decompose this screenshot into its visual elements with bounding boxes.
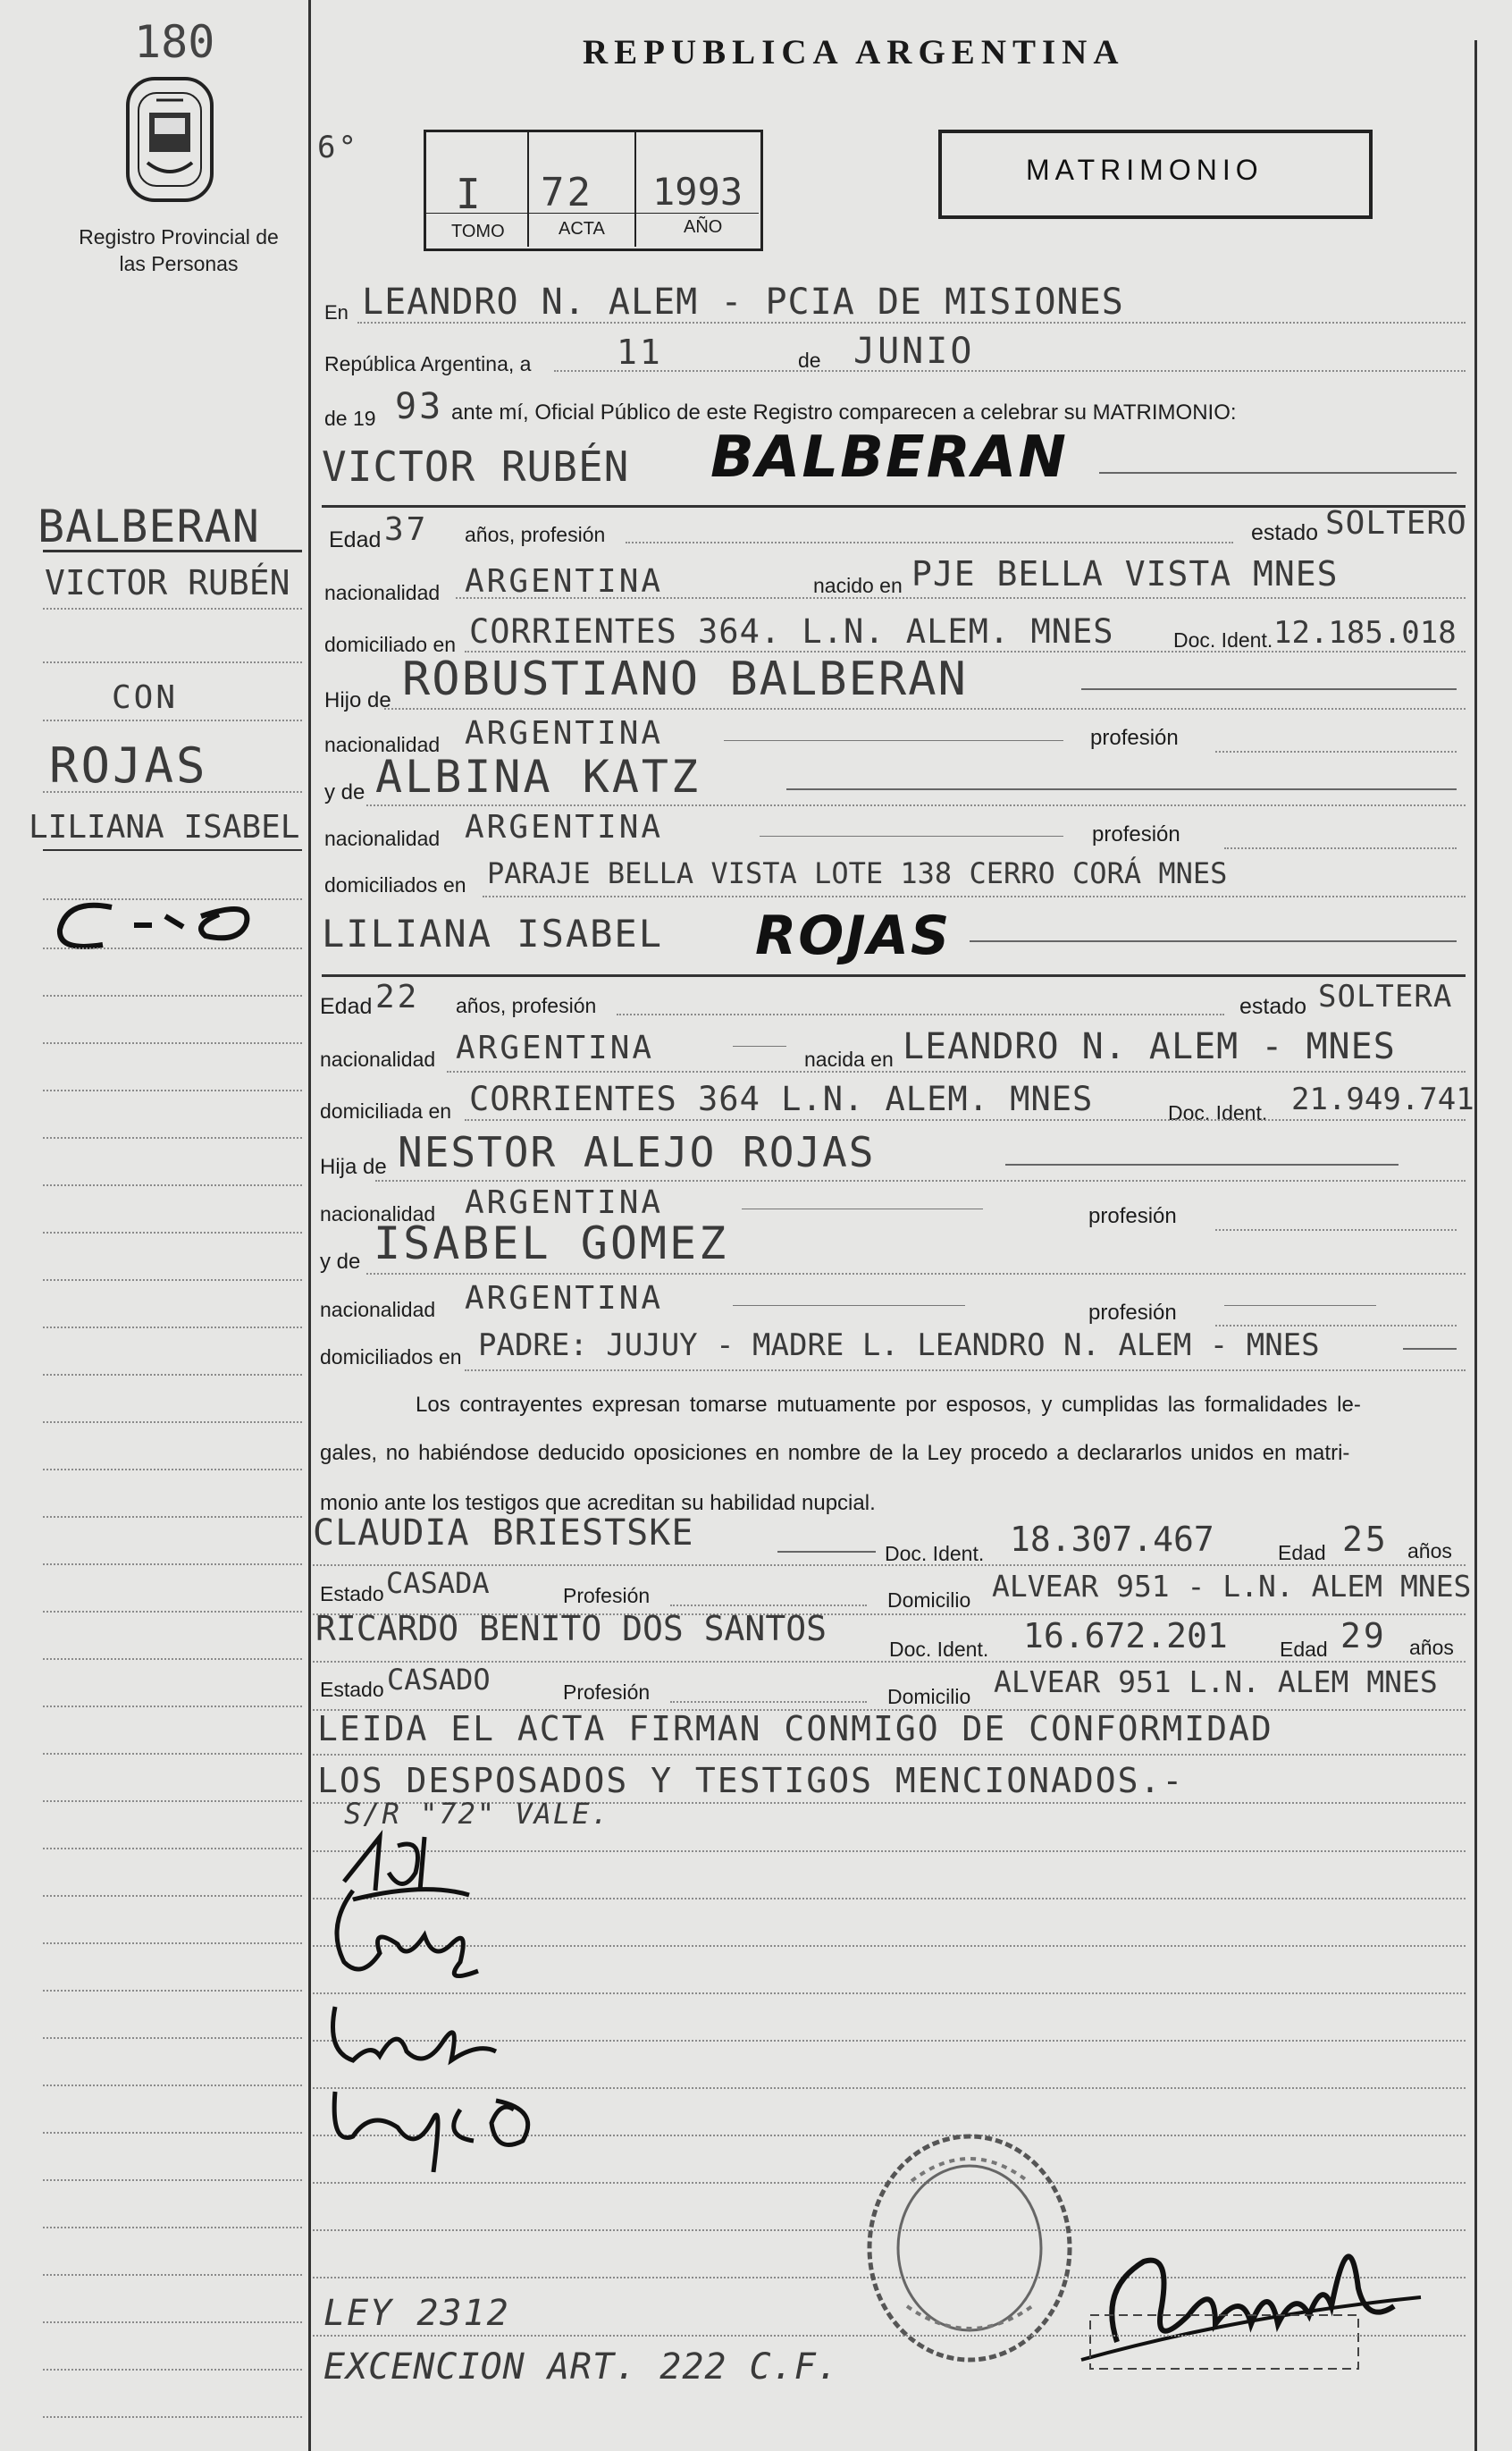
witness2-edad: 29	[1340, 1616, 1387, 1655]
witness1-edad: 25	[1342, 1520, 1389, 1559]
margin-ruled-line	[43, 1516, 302, 1518]
margin-ruled-line	[43, 948, 302, 949]
declaration-line2: gales, no habiéndose deducido oposiciones en nombre de la Ley procedo a declararlos unidos en matri-	[320, 1441, 1350, 1465]
groom-edad: 37	[384, 511, 429, 548]
groom-names: VICTOR RUBÉN	[322, 442, 630, 491]
margin-ruled-line	[43, 1658, 302, 1660]
bride-domiciliada: CORRIENTES 364 L.N. ALEM. MNES	[469, 1080, 1094, 1118]
margin-initials-signature	[49, 889, 264, 961]
bride-padres-domicilio: PADRE: JUJUY - MADRE L. LEANDRO N. ALEM - MNES	[478, 1327, 1320, 1363]
bride-nacionalidad: ARGENTINA	[456, 1030, 655, 1066]
day-value: 11	[617, 333, 663, 372]
groom-nacido: PJE BELLA VISTA MNES	[911, 554, 1339, 594]
bride-madre-nacionalidad: ARGENTINA	[465, 1280, 664, 1317]
witness2-domicilio: ALVEAR 951 L.N. ALEM MNES	[994, 1664, 1438, 1699]
footer-excencion: EXCENCION ART. 222 C.F.	[323, 2346, 839, 2388]
margin-ruled-line	[43, 1800, 302, 1802]
bride-nacida: LEANDRO N. ALEM - MNES	[903, 1026, 1396, 1067]
bride-padre-nacionalidad: ARGENTINA	[465, 1184, 664, 1221]
margin-ruled-line	[43, 2369, 302, 2371]
witness1-doc: 18.307.467	[1010, 1520, 1214, 1559]
margin-con: CON	[112, 679, 179, 716]
ano-label: AÑO	[684, 217, 723, 237]
ano-value: 1993	[652, 170, 743, 214]
margin-ruled-line	[43, 2274, 302, 2276]
bride-estado: SOLTERA	[1318, 979, 1453, 1015]
margin-groom-surname: BALBERAN	[38, 501, 260, 552]
margin-groom-names: VICTOR RUBÉN	[45, 563, 290, 602]
margin-ruled-line	[43, 1706, 302, 1707]
corner-mark: 6°	[317, 130, 359, 165]
bride-edad: 22	[375, 979, 420, 1015]
official-seal-stamp	[858, 2127, 1090, 2369]
provincial-seal-icon	[121, 73, 219, 207]
groom-surname: BALBERAN	[710, 425, 1068, 491]
declaration-line3: monio ante los testigos que acreditan su habilidad nupcial.	[320, 1491, 876, 1515]
margin-ruled-line	[43, 2037, 302, 2039]
margin-ruled-line	[43, 1374, 302, 1376]
margin-ruled-line	[43, 1090, 302, 1091]
margin-ruled-line	[43, 1469, 302, 1470]
bride-names: LILIANA ISABEL	[322, 912, 664, 956]
margin-ruled-line	[43, 1753, 302, 1755]
declaration-line1: Los contrayentes expresan tomarse mutuamente por esposos, y cumplidas las formalidades le-	[416, 1393, 1361, 1417]
groom-madre-nacionalidad: ARGENTINA	[465, 809, 664, 846]
margin-ruled-line	[43, 1421, 302, 1423]
margin-divider	[308, 0, 311, 2451]
bride-madre: ISABEL GOMEZ	[374, 1217, 729, 1269]
tomo-label: TOMO	[451, 222, 505, 241]
margin-ruled-line	[43, 1848, 302, 1849]
year-suffix: 93	[395, 386, 444, 427]
margin-ruled-line	[43, 2179, 302, 2181]
margin-ruled-line	[43, 995, 302, 997]
margin-ruled-line	[43, 1563, 302, 1565]
margin-ruled-line	[43, 1279, 302, 1281]
groom-padre-nacionalidad: ARGENTINA	[465, 715, 664, 752]
margin-ruled-line	[43, 1327, 302, 1328]
witness1-estado: CASADA	[386, 1566, 490, 1600]
margin-bride-surname: ROJAS	[49, 737, 208, 794]
registry-name: Registro Provincial de las Personas	[79, 225, 279, 275]
bride-surname: ROJAS	[755, 905, 952, 967]
right-border	[1474, 40, 1477, 2451]
closing-line2: LOS DESPOSADOS Y TESTIGOS MENCIONADOS.-	[317, 1761, 1185, 1800]
page-number: 180	[134, 16, 215, 68]
closing-line1: LEIDA EL ACTA FIRMAN CONMIGO DE CONFORMIDAD	[317, 1709, 1273, 1748]
doc-type-title: MATRIMONIO	[1026, 154, 1264, 186]
witness2-estado: CASADO	[387, 1663, 491, 1697]
witness1-name: CLAUDIA BRIESTSKE	[313, 1512, 694, 1554]
groom-padres-domicilio: PARAJE BELLA VISTA LOTE 138 CERRO CORÁ MNES	[487, 856, 1228, 890]
margin-ruled-line	[43, 1895, 302, 1897]
margin-ruled-line	[43, 1184, 302, 1186]
margin-ruled-line	[43, 2227, 302, 2228]
margin-ruled-line	[43, 1990, 302, 1992]
signature-witness1	[317, 1989, 514, 2078]
groom-doc: 12.185.018	[1273, 615, 1457, 651]
witness2-name: RICARDO BENITO DOS SANTOS	[315, 1609, 827, 1648]
groom-estado: SOLTERO	[1325, 505, 1467, 542]
acta-label: ACTA	[559, 219, 605, 239]
margin-ruled-line	[43, 1232, 302, 1234]
groom-padre: ROBUSTIANO BALBERAN	[402, 653, 968, 706]
tomo-value: I	[456, 170, 483, 218]
margin-ruled-line	[43, 1942, 302, 1944]
bride-padre: NESTOR ALEJO ROJAS	[398, 1128, 876, 1176]
country-title: REPUBLICA ARGENTINA	[583, 33, 1125, 72]
witness2-doc: 16.672.201	[1023, 1616, 1228, 1655]
signature-bride	[317, 1873, 496, 1989]
closing-line3: S/R "72" VALE.	[344, 1797, 610, 1831]
signature-witness2	[317, 2074, 550, 2181]
groom-domiciliado: CORRIENTES 364. L.N. ALEM. MNES	[469, 612, 1114, 651]
officer-signature	[1063, 2181, 1439, 2387]
margin-ruled-line	[43, 1611, 302, 1613]
groom-madre: ALBINA KATZ	[375, 751, 701, 803]
acta-value: 72	[541, 170, 593, 215]
month-value: JUNIO	[853, 331, 975, 372]
margin-ruled-line	[43, 1042, 302, 1044]
margin-bride-names: LILIANA ISABEL	[29, 809, 300, 846]
bride-doc: 21.949.741	[1291, 1082, 1474, 1117]
margin-ruled-line	[43, 2132, 302, 2134]
groom-nacionalidad: ARGENTINA	[465, 563, 664, 600]
margin-ruled-line	[43, 2321, 302, 2323]
margin-ruled-line	[43, 2416, 302, 2418]
footer-ley: LEY 2312	[323, 2293, 510, 2334]
margin-ruled-line	[43, 1137, 302, 1139]
intro-text: ante mí, Oficial Público de este Registro comparecen a celebrar su MATRIMONIO:	[451, 400, 1237, 425]
witness1-domicilio: ALVEAR 951 - L.N. ALEM MNES	[992, 1569, 1472, 1604]
margin-ruled-line	[43, 2085, 302, 2086]
place-value: LEANDRO N. ALEM - PCIA DE MISIONES	[362, 282, 1124, 323]
